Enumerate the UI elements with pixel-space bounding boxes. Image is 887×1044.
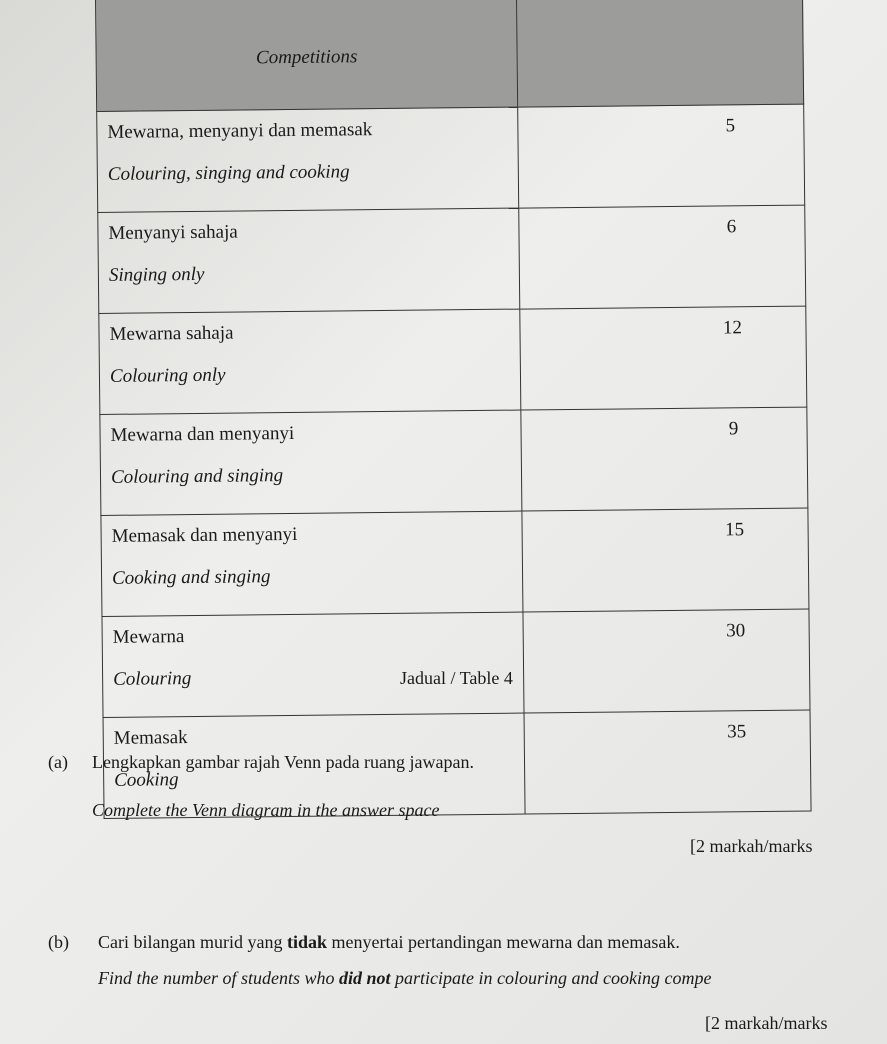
- question-a-label: (a): [48, 752, 68, 772]
- question-a-text-en: Complete the Venn diagram in the answer space: [92, 800, 440, 820]
- emphasis: tidak: [286, 932, 327, 952]
- row-value: 5: [518, 104, 805, 208]
- question-a-text-ms: Lengkapkan gambar rajah Venn pada ruang jawapan.: [92, 752, 475, 772]
- question-b-text-en: [98, 968, 711, 989]
- row-label-en: Cooking and singing: [111, 566, 271, 589]
- text: participate in colouring and cooking compe: [390, 968, 712, 988]
- row-value: 35: [524, 710, 811, 814]
- row-label-ms: Mewarna: [112, 626, 185, 648]
- table-row: [101, 508, 809, 616]
- question-b-marks: [2 markah/marks: [705, 1013, 828, 1033]
- row-label-en: Singing only: [108, 263, 205, 286]
- table-row: [97, 104, 805, 212]
- row-label-ms: Menyanyi sahaja: [108, 221, 238, 244]
- table-row: [98, 205, 806, 313]
- row-label-en: Colouring and singing: [110, 465, 284, 488]
- row-label-ms: Mewarna dan menyanyi: [110, 422, 295, 446]
- row-label-ms: Memasak dan menyanyi: [111, 523, 298, 547]
- row-value: 30: [523, 609, 810, 713]
- emphasis: did not: [339, 968, 391, 988]
- row-value: 12: [520, 306, 807, 410]
- row-label-en: Cooking: [114, 769, 179, 791]
- table-row: [102, 609, 810, 717]
- row-label-en: Colouring only: [109, 364, 226, 387]
- row-label-ms: Mewarna, menyanyi dan memasak: [107, 119, 373, 143]
- competitions-table: [95, 0, 812, 819]
- text: menyertai pertandingan mewarna dan memasak.: [327, 932, 680, 952]
- row-label-en: Colouring: [113, 668, 192, 690]
- header-competitions: Competitions: [96, 0, 518, 111]
- row-value: 6: [519, 205, 806, 309]
- row-value: 9: [521, 407, 808, 511]
- row-value: 15: [522, 508, 809, 612]
- text: Cari bilangan murid yang: [98, 932, 287, 952]
- row-label-en: Colouring, singing and cooking: [107, 161, 350, 185]
- row-label-ms: Memasak: [113, 727, 188, 749]
- question-a-marks: [2 markah/marks: [690, 836, 813, 856]
- question-b-label: (b): [48, 932, 69, 952]
- table-caption: Jadual / Table 4: [400, 668, 513, 688]
- text: Find the number of students who: [98, 968, 339, 988]
- row-label-ms: Mewarna sahaja: [109, 322, 234, 345]
- table-row: [99, 306, 807, 414]
- question-b-text-ms: [98, 932, 680, 953]
- table-row: [100, 407, 808, 515]
